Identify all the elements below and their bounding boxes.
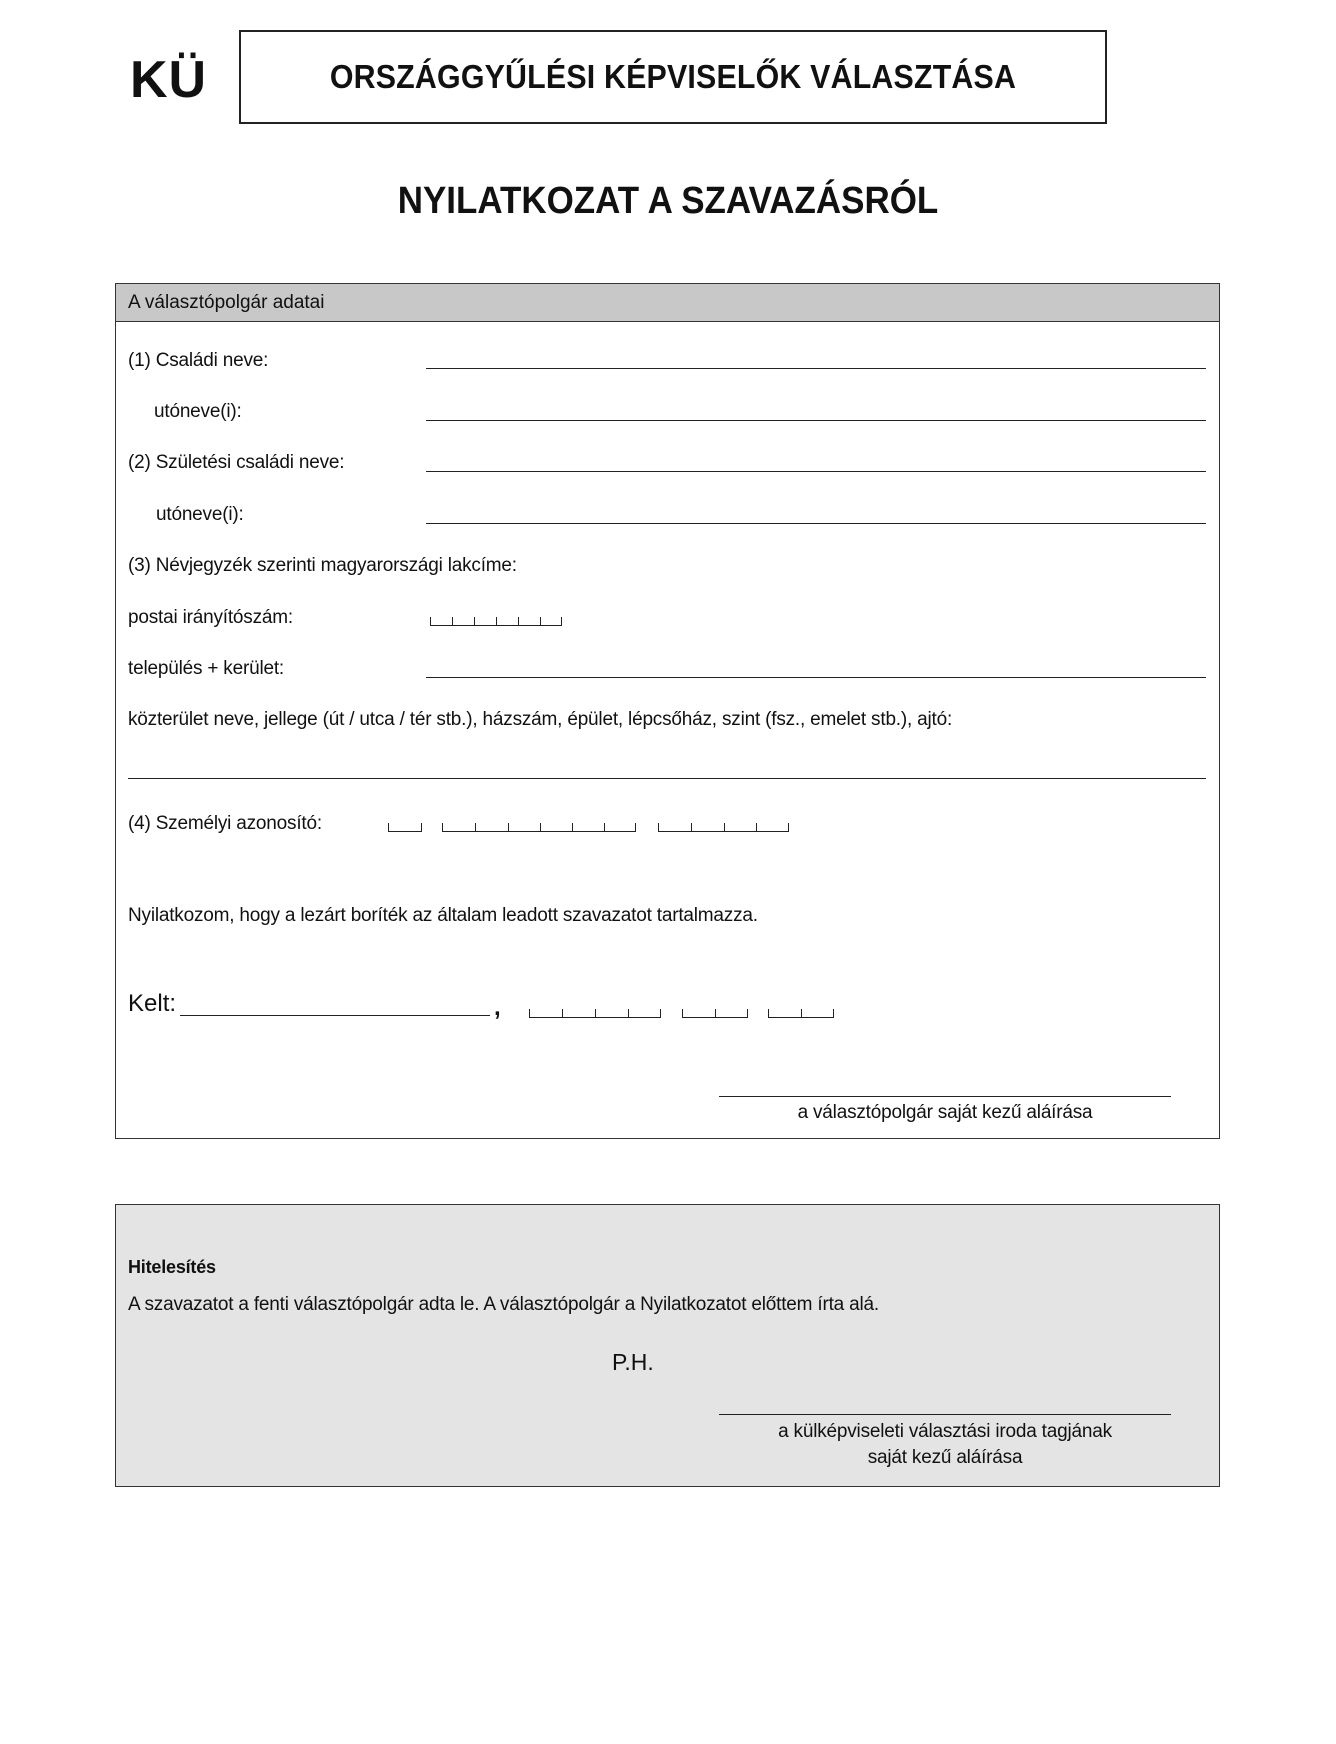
document-title: NYILATKOZAT A SZAVAZÁSRÓL bbox=[397, 180, 939, 222]
authentication-heading: Hitelesítés bbox=[128, 1257, 216, 1277]
family-name-label: (1) Családi neve: bbox=[128, 350, 269, 371]
date-label: Kelt: bbox=[128, 990, 177, 1017]
birth-family-name-label: (2) Születési családi neve: bbox=[128, 452, 345, 473]
given-names-label: utóneve(i): bbox=[154, 401, 242, 422]
election-title-box bbox=[239, 30, 1107, 124]
birth-given-names-field[interactable] bbox=[426, 523, 1206, 524]
form-code: KÜ bbox=[130, 51, 208, 109]
voter-signature-caption: a választópolgár saját kezű aláírása bbox=[797, 1102, 1093, 1123]
official-signature-line[interactable] bbox=[719, 1414, 1171, 1415]
settlement-field[interactable] bbox=[426, 677, 1206, 678]
given-names-field[interactable] bbox=[426, 420, 1206, 421]
birth-family-name-field[interactable] bbox=[426, 471, 1206, 472]
date-year-boxes[interactable] bbox=[529, 1006, 661, 1018]
voter-data-section bbox=[115, 283, 1220, 1139]
date-month-boxes[interactable] bbox=[682, 1006, 748, 1018]
family-name-field[interactable] bbox=[426, 368, 1206, 369]
birth-given-names-label: utóneve(i): bbox=[156, 504, 244, 525]
voter-section-heading: A választópolgár adatai bbox=[116, 284, 1219, 322]
authentication-text: A szavazatot a fenti választópolgár adta le. A választópolgár a Nyilatkozatot előttem írta alá. bbox=[128, 1294, 879, 1315]
street-field[interactable] bbox=[128, 778, 1206, 779]
personal-id-label: (4) Személyi azonosító: bbox=[128, 813, 322, 834]
date-day-boxes[interactable] bbox=[768, 1006, 834, 1018]
seal-placeholder: P.H. bbox=[612, 1349, 654, 1375]
voter-signature-line[interactable] bbox=[719, 1096, 1171, 1097]
personal-id-sex-box[interactable] bbox=[388, 820, 422, 832]
election-title: ORSZÁGGYŰLÉSI KÉPVISELŐK VÁLASZTÁSA bbox=[329, 58, 1017, 95]
personal-id-birthdate-boxes[interactable] bbox=[442, 820, 636, 832]
street-label: közterület neve, jellege (út / utca / tér stb.), házszám, épület, lépcsőház, szint (fsz., emelet stb.), ajtó: bbox=[128, 709, 953, 730]
postal-code-label: postai irányítószám: bbox=[128, 607, 293, 628]
personal-id-serial-boxes[interactable] bbox=[658, 820, 789, 832]
date-comma: , bbox=[494, 994, 501, 1021]
declaration-text: Nyilatkozom, hogy a lezárt boríték az általam leadott szavazatot tartalmazza. bbox=[128, 905, 758, 926]
official-signature-caption-line1: a külképviseleti választási iroda tagjának bbox=[778, 1421, 1112, 1442]
address-heading: (3) Névjegyzék szerinti magyarországi lakcíme: bbox=[128, 555, 517, 576]
authentication-section bbox=[115, 1204, 1220, 1487]
postal-code-boxes[interactable] bbox=[430, 614, 562, 626]
settlement-label: település + kerület: bbox=[128, 658, 285, 679]
official-signature-caption-line2: saját kezű aláírása bbox=[867, 1447, 1023, 1468]
date-place-field[interactable] bbox=[180, 1015, 490, 1016]
